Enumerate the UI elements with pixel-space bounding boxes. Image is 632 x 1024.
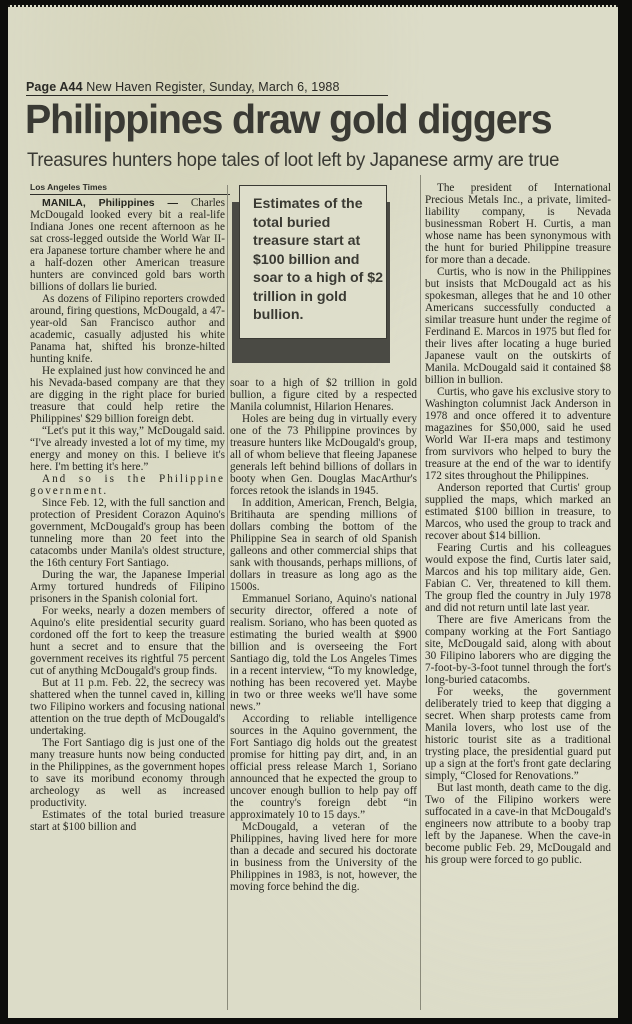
paragraph: For weeks, nearly a dozen members of Aquino's elite presidential security guard cordoned off the fort to keep the treasure hunt a secret and to ensure that the government receives its rightful 75 percent cut of anything McDougald's group finds. xyxy=(30,605,225,677)
article-column-3 xyxy=(425,182,611,866)
paragraph: According to reliable intelligence sources in the Aquino government, the Fort Santiago dig holds out the greatest promise for hitting pay dirt, and, in an official press release March 1, Soriano announced that he expected the group to uncover enough bullion to help pay off the country's foreign debt “in approximately 10 to 15 days.” xyxy=(230,713,417,821)
paragraph xyxy=(30,197,225,293)
article-column-1 xyxy=(30,197,225,833)
paragraph: The president of International Precious Metals Inc., a private, limited-liability company, is Nevada businessman Robert H. Curtis, a man whose name has been synonymous with the hunt for buried Philippine treasure for more than a decade. xyxy=(425,182,611,266)
paragraph: He explained just how convinced he and his Nevada-based company are that they are digging in the right place for buried treasure that could help retire the Philippines' $29 billion foreign debt. xyxy=(30,365,225,425)
paragraph: Holes are being dug in virtually every one of the 73 Philippine provinces by treasure hunters like McDougald's group, all of whom believe that fleeing Japanese generals left behind billions of dollars in booty when Gen. Douglas MacArthur's forces retook the islands in 1945. xyxy=(230,413,417,497)
page-number: Page A44 xyxy=(26,80,83,94)
paragraph-text: Charles McDougald looked every bit a real-life Indiana Jones one recent afternoon as he sat cross-legged outside the World War II-era Japanese torture chamber where he and a half-dozen other American treasure hunters are convinced gold bars worth billions of dollars lie buried. xyxy=(30,197,226,293)
paragraph: Curtis, who is now in the Philippines but insists that McDougald act as his spokesman, alleges that he and 10 other Americans successfully conducted a similar treasure hunt under the regime of Ferdinand E. Marcos in 1975 but fled for their lives after locating a huge buried Japanese vault on the outskirts of Manila. McDougald said it contained $8 billion in bullion. xyxy=(425,266,611,386)
paragraph: McDougald, a veteran of the Philippines, having lived here for more than a decade and secured his doctorate in business from the University of the Philippines in 1983, is not, however, the moving force behind the dig. xyxy=(230,821,417,893)
paragraph: Since Feb. 12, with the full sanction and protection of President Corazon Aquino's government, McDougald's group has been tunneling more than 20 feet into the catacombs under Manila's oldest structure, the 16th century Fort Santiago. xyxy=(30,497,225,569)
lead-dateline: MANILA, Philippines — xyxy=(42,197,179,209)
paragraph: As dozens of Filipino reporters crowded around, firing questions, McDougald, a 47-year-old San Francisco author and academic, casually adjusted his white Panama hat, shifted his bronze-hilted hunting knife. xyxy=(30,293,225,365)
paragraph: Fearing Curtis and his colleagues would expose the find, Curtis later said, Marcos and his top military aide, Gen. Fabian C. Ver, threatened to kill them. The group fled the country in July 1978 and did not return until late last year. xyxy=(425,542,611,614)
paragraph: The Fort Santiago dig is just one of the many treasure hunts now being conducted in the Philippines, as the government hopes to save its moribund economy through archeology as well as increased productivity. xyxy=(30,737,225,809)
headline: Philippines draw gold diggers xyxy=(25,96,552,142)
article-column-2 xyxy=(230,377,417,893)
paragraph: Anderson reported that Curtis' group supplied the maps, which marked an estimated $100 billion in treasure, to Marcos, who used the group to track and recover about $14 billion. xyxy=(425,482,611,542)
paragraph: soar to a high of $2 trillion in gold bullion, a figure cited by a respected Manila columnist, Hilarion Henares. xyxy=(230,377,417,413)
column-divider xyxy=(420,175,421,1010)
wire-credit: Los Angeles Times xyxy=(30,182,230,195)
paragraph: “Let's put it this way,” McDougald said. “I've already invested a lot of my time, my energy and money on this. I believe it's here. I'm betting it's here.” xyxy=(30,425,225,473)
paragraph: There are five Americans from the company working at the Fort Santiago site, McDougald said, along with about 30 Filipino laborers who are digging the 7-foot-by-3-foot tunnel through the fort's long-buried catacombs. xyxy=(425,614,611,686)
paragraph: Emmanuel Soriano, Aquino's national security director, offered a note of realism. Soriano, who has been quoted as estimating the buried wealth at $900 billion and is overseeing the Fort Santiago dig, told the Los Angeles Times in a recent interview, “To my knowledge, nothing has been recovered yet. Maybe in two or three weeks we'll have some news.” xyxy=(230,593,417,713)
paragraph: During the war, the Japanese Imperial Army tortured hundreds of Filipino prisoners in the Spanish colonial fort. xyxy=(30,569,225,605)
paragraph: In addition, American, French, Belgia, Britihauta are spending millions of dollars combing the bottom of the Philippine Sea in search of old Spanish galleons and other commercial ships that sank with thousands, perhaps millions, of dollars in treasure as long ago as the 1500s. xyxy=(230,497,417,593)
paragraph: And so is the Philippine government. xyxy=(30,473,225,497)
paragraph: But last month, death came to the dig. Two of the Filipino workers were suffocated in a cave-in that McDougald's engineers now attribute to a booby trap left by the Japanese. When the cave-in become public Feb. 29, McDougald and his group were forced to go public. xyxy=(425,782,611,866)
paragraph: Estimates of the total buried treasure start at $100 billion and xyxy=(30,809,225,833)
column-divider xyxy=(227,185,228,1010)
subhead: Treasures hunters hope tales of loot left by Japanese army are true xyxy=(27,149,560,171)
pullquote: Estimates of the total buried treasure start at $100 billion and soar to a high of $2 trillion in gold bullion. xyxy=(239,185,387,339)
paragraph: But at 11 p.m. Feb. 22, the secrecy was shattered when the tunnel caved in, killing two Filipino workers and focusing national attention on the true depth of McDougald's undertaking. xyxy=(30,677,225,737)
publication-date: New Haven Register, Sunday, March 6, 1988 xyxy=(86,80,340,94)
paragraph: Curtis, who gave his exclusive story to Washington columnist Jack Anderson in 1978 and once offered it to adventure magazines for $50,000, said he used World War II-era maps and testimony from survivors who helped to bury the treasure at the end of the war to identify 172 sites throughout the Philippines. xyxy=(425,386,611,482)
paragraph: For weeks, the government deliberately tried to keep that digging a secret. When sharp protests came from Manila lovers, who lost use of the historic tourist site as a traditional trysting place, the presidential guard put up a sign at the fort's front gate declaring simply, “Closed for Renovations.” xyxy=(425,686,611,782)
